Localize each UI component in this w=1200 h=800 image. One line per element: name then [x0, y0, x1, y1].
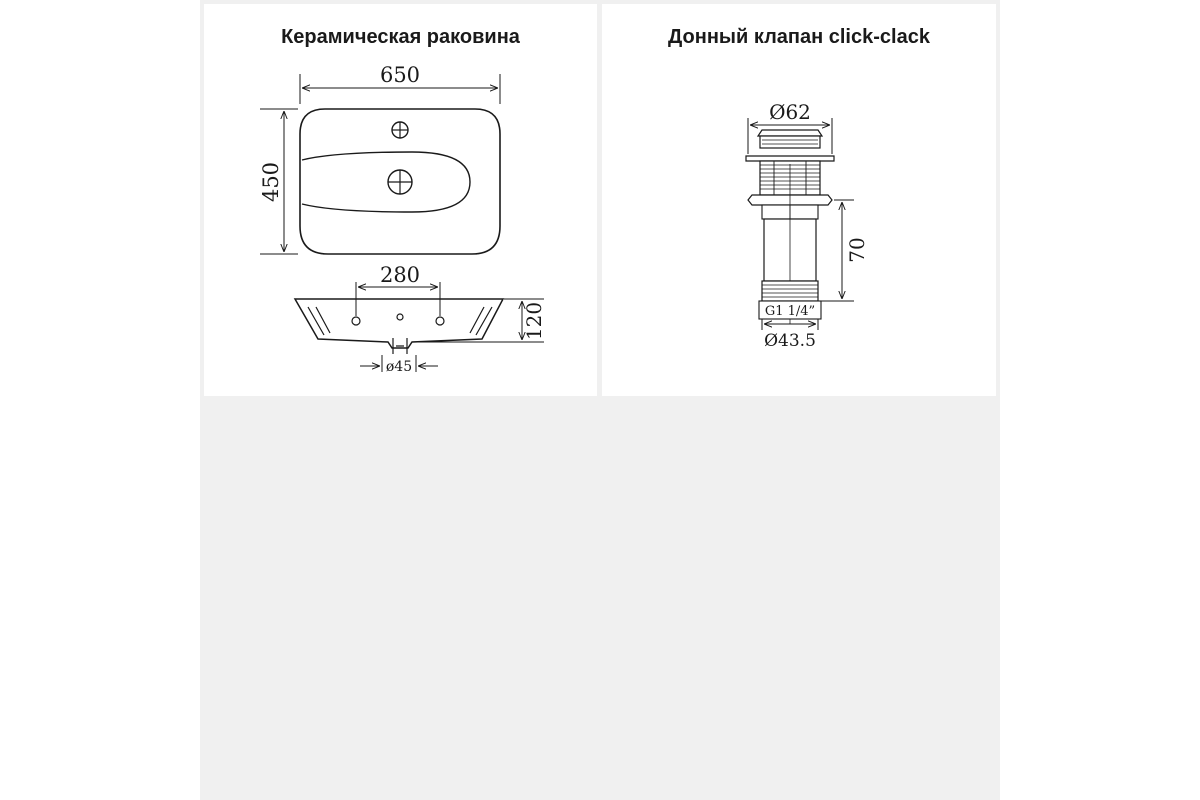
- tap-hole-icon: [392, 122, 408, 138]
- tap-hole-section-icon: [397, 314, 403, 320]
- drain-diameter-dimension: [360, 355, 438, 375]
- mount-hole-left-icon: [352, 317, 360, 325]
- sink-depth-label: 450: [259, 161, 283, 203]
- body-diameter-label: Ø43.5: [764, 331, 816, 351]
- valve-flange: [746, 156, 834, 161]
- valve-height-label: 70: [845, 237, 869, 263]
- sink-section-left-wall: [308, 307, 330, 335]
- valve-cap: [758, 130, 822, 148]
- drain-outlet-section: [393, 338, 407, 354]
- sink-width-dimension: [300, 63, 500, 104]
- sink-drawing: [204, 4, 597, 396]
- sink-panel-title: Керамическая раковина: [281, 26, 520, 48]
- thread-size-label: G1 1/4”: [764, 304, 816, 319]
- cap-diameter-label: Ø62: [769, 100, 811, 124]
- drain-diameter-label: ø45: [385, 359, 413, 375]
- mount-hole-right-icon: [436, 317, 444, 325]
- drain-hole-icon: [388, 170, 412, 194]
- sink-height-label: 120: [522, 301, 546, 341]
- sink-height-dimension: [414, 299, 546, 342]
- body-diameter-dimension: [762, 319, 818, 351]
- sink-bowl-outline: [302, 152, 470, 212]
- hole-spacing-dimension: [356, 263, 440, 316]
- sink-panel: [204, 4, 597, 396]
- sink-section-right-wall: [470, 307, 492, 335]
- valve-drawing: [602, 4, 996, 396]
- valve-panel: [602, 4, 996, 396]
- valve-height-dimension: [820, 200, 869, 301]
- sink-depth-dimension: [259, 109, 298, 254]
- valve-panel-title: Донный клапан click-clack: [668, 26, 930, 48]
- valve-bottom-thread: [759, 281, 821, 319]
- sink-section-outline: [295, 299, 503, 348]
- sink-width-label: 650: [379, 63, 421, 87]
- hole-spacing-label: 280: [379, 263, 421, 287]
